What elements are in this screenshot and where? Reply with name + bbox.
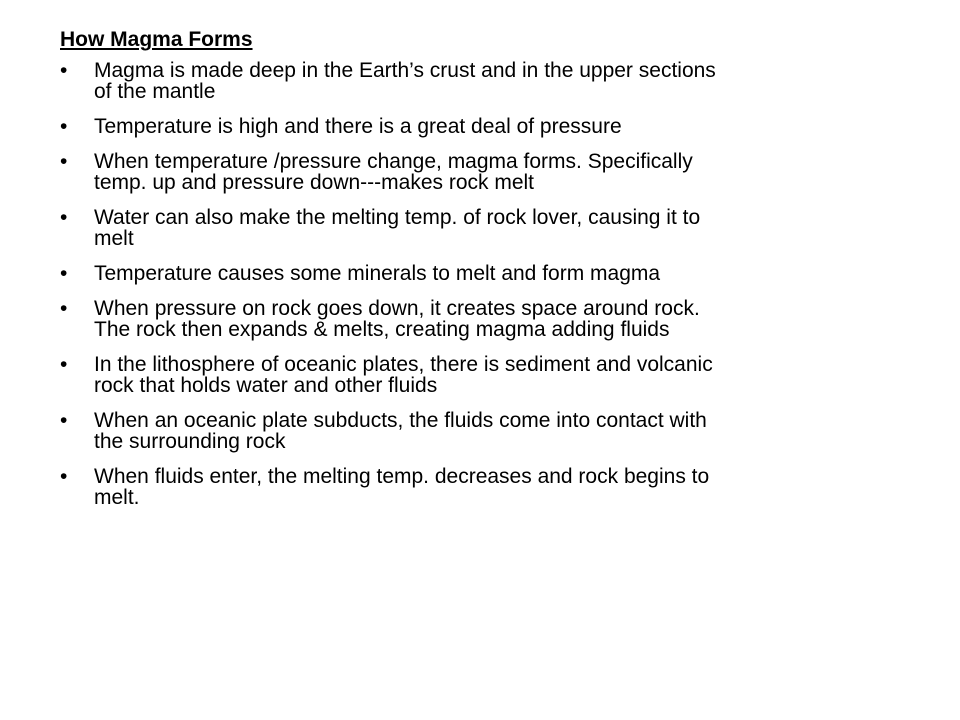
bullet-text-line: Water can also make the melting temp. of rock lover, causing it to <box>94 206 701 229</box>
bullet-item <box>60 116 890 137</box>
bullet-item <box>60 60 890 102</box>
bullet-item <box>60 151 890 193</box>
bullet-text-line: the surrounding rock <box>94 430 286 453</box>
bullet-text-line: of the mantle <box>94 80 216 103</box>
bullet-item <box>60 207 890 249</box>
bullet-item <box>60 466 890 508</box>
bullet-item <box>60 354 890 396</box>
bullet-dot-icon: • <box>60 409 68 432</box>
bullet-item <box>60 263 890 284</box>
bullet-dot-icon: • <box>60 262 68 285</box>
bullet-item <box>60 298 890 340</box>
bullet-text-line: melt. <box>94 486 140 509</box>
bullet-text-line: rock that holds water and other fluids <box>94 374 438 397</box>
bullet-text-line: Temperature causes some minerals to melt and form magma <box>94 262 661 285</box>
slide-title: How Magma Forms <box>60 28 253 51</box>
bullet-text-line: When temperature /pressure change, magma forms. Specifically <box>94 150 693 173</box>
bullet-dot-icon: • <box>60 115 68 138</box>
bullet-dot-icon: • <box>60 150 68 173</box>
bullet-text-line: Magma is made deep in the Earth’s crust and in the upper sections <box>94 59 716 82</box>
bullet-text-line: melt <box>94 227 134 250</box>
bullet-item <box>60 410 890 452</box>
bullet-dot-icon: • <box>60 59 68 82</box>
bullet-text-line: In the lithosphere of oceanic plates, there is sediment and volcanic <box>94 353 713 376</box>
bullet-dot-icon: • <box>60 206 68 229</box>
bullet-dot-icon: • <box>60 353 68 376</box>
bullet-dot-icon: • <box>60 297 68 320</box>
bullet-text-line: temp. up and pressure down---makes rock melt <box>94 171 535 194</box>
bullet-text-line: Temperature is high and there is a great deal of pressure <box>94 115 622 138</box>
bullet-text-line: When an oceanic plate subducts, the fluids come into contact with <box>94 409 707 432</box>
bullet-dot-icon: • <box>60 465 68 488</box>
bullet-list <box>60 60 890 522</box>
bullet-text-line: When pressure on rock goes down, it creates space around rock. <box>94 297 700 320</box>
bullet-text-line: The rock then expands & melts, creating magma adding fluids <box>94 318 670 341</box>
bullet-text-line: When fluids enter, the melting temp. decreases and rock begins to <box>94 465 710 488</box>
